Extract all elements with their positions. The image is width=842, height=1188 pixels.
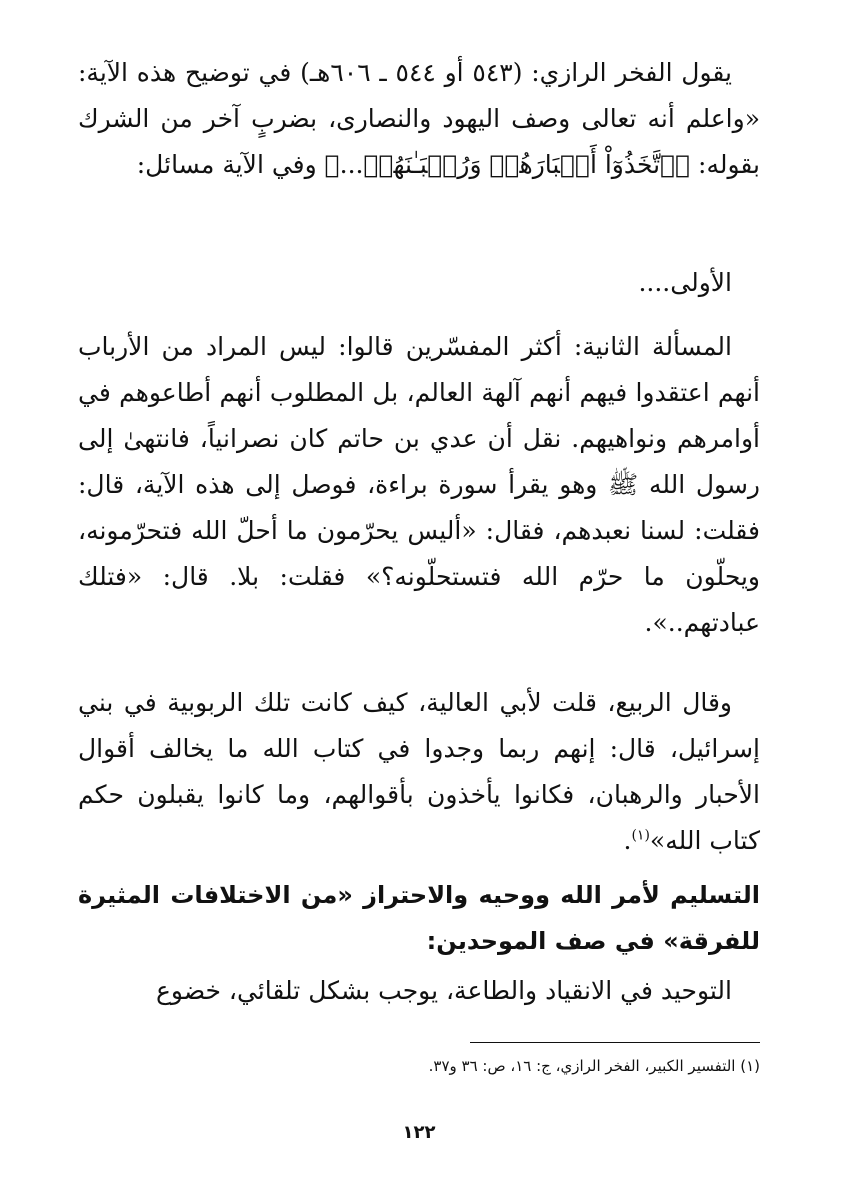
- footnote-divider: [470, 1042, 760, 1043]
- book-page: [78, 50, 760, 1188]
- paragraph-first-issue: الأولى....: [638, 268, 732, 297]
- footnote-reference[interactable]: (١): [631, 827, 650, 844]
- paragraph-tawhid: التوحيد في الانقياد والطاعة، يوجب بشكل تلقائي، خضوع: [155, 976, 732, 1005]
- paragraph-second-issue: المسألة الثانية: أكثر المفسّرين قالوا: ليس المراد من الأرباب أنهم اعتقدوا فيهم أنهم آلهة العالم، بل المطلوب أنهم أطاعوهم في أوامرهم ونواهيهم. نقل أن عدي بن حاتم كان نصرانياً، فانتهىٰ إلى رسول الله ﷺ وهو يقرأ سورة براءة، فوصل إلى هذه الآية، قال: فقلت: لسنا نعبدهم، فقال: «أليس يحرّمون ما أحلّ الله فتحرّمونه، ويحلّون ما حرّم الله فتستحلّونه؟» فقلت: بلا. قال: «فتلك عبادتهم..».: [78, 332, 760, 637]
- section-heading: التسليم لأمر الله ووحيه والاحتراز «من الاختلافات المثيرة للفرقة» في صف الموحدين:: [78, 881, 760, 955]
- paragraph-rabi-text: وقال الربيع، قلت لأبي العالية، كيف كانت تلك الربوبية في بني إسرائيل، قال: إنهم ربما وجدوا في كتاب الله ما يخالف أقوال الأحبار والرهبان، فكانوا يأخذون بأقوالهم، وما كانوا يقبلون حكم كتاب الله»: [78, 688, 760, 855]
- paragraph-razi-intro: يقول الفخر الرازي: (٥٤٣ أو ٥٤٤ ـ ٦٠٦هـ) في توضيح هذه الآية: «واعلم أنه تعالى وصف اليهود والنصارى، بضربٍ آخر من الشرك بقوله: ﴿ٱتَّخَذُوٓاْ أَحۡبَارَهُمۡ وَرُهۡبَـٰنَهُمۡ...﴾ وفي الآية مسائل:: [78, 58, 760, 179]
- paragraph-rabi-narration: [78, 680, 760, 864]
- page-number: ١٢٢: [402, 1122, 436, 1143]
- footnote: (١) التفسير الكبير، الفخر الرازي، ج: ١٦، ص: ٣٦ و٣٧.: [428, 1057, 760, 1075]
- paragraph-rabi-end: .: [623, 826, 632, 855]
